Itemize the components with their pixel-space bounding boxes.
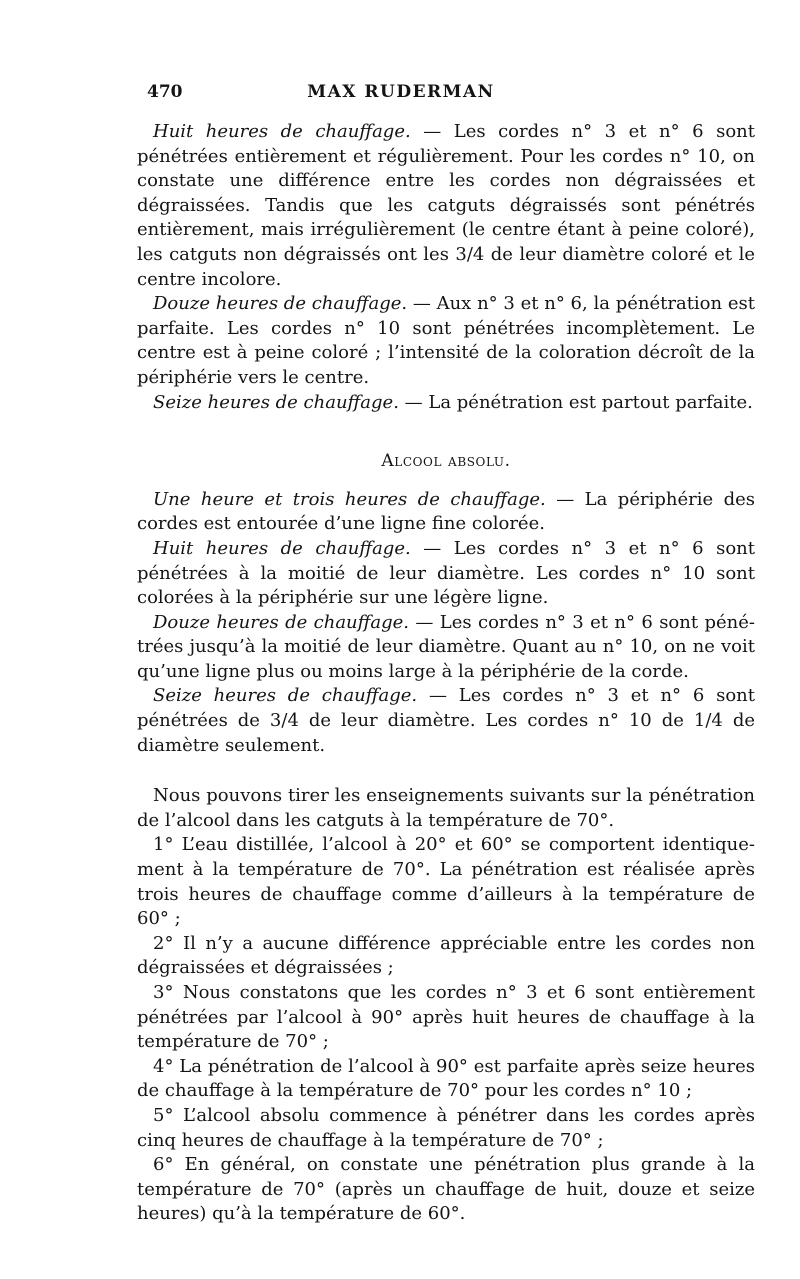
paragraph-seize-heures [137, 391, 755, 416]
paragraph-text: — Les cordes n° 3 et n° 6 sont pénétrées de 3/4 de leur diamètre. Les cordes n° 10 de 1/4 de diamètre seulement. [137, 685, 755, 756]
paragraph-lead: Douze heures de chauffage. [153, 611, 410, 633]
paragraph-lead: Huit heures de chauffage. [153, 537, 411, 559]
paragraph-douze-heures [137, 611, 755, 685]
paragraph-lead: Seize heures de chauffage. [153, 391, 399, 413]
section-heading: Alcool absolu. [381, 451, 511, 472]
paragraph-text: — Les cordes n° 3 et n° 6 sont pénétrées à la moitié de leur diamètre. Les cordes n° 10 sont colorées à la périphérie sur une légère ligne. [137, 537, 755, 609]
paragraph-seize-heures [137, 684, 755, 758]
section-conclusions [137, 784, 755, 1227]
paragraph-huit-heures [137, 120, 755, 292]
paragraph-text: — La pénétration est partout parfaite. [398, 391, 753, 413]
paragraph-text: — La périphérie des cordes est entourée d’une ligne fine colorée. [137, 488, 755, 535]
page-body [137, 120, 755, 1227]
paragraph-text: — Les cordes n° 3 et n° 6 sont pénétrées entièrement et régulièrement. Pour les cordes n° 10, on constate une différence entre les cordes non dégraissées et dégraissées. Tandis que les catguts dégraissés sont pénétrés entièrement, mais irrégulièrement (le centre étant à peine coloré), les catguts non dégraissés ont les 3/4 de leur diamètre coloré et le centre incolore. [137, 121, 755, 290]
paragraph-lead: Huit heures de chauffage. [153, 121, 411, 142]
page-number: 470 [147, 82, 183, 102]
paragraph-douze-heures [137, 292, 755, 390]
conclusion-item: 2° Il n’y a aucune différence appréciable entre les cordes non dégraissées et dégraissées ; [137, 932, 755, 979]
conclusion-item: 5° L’alcool absolu commence à pénétrer dans les cordes après cinq heures de chauffage à la température de 70° ; [137, 1104, 755, 1151]
paragraph-huit-heures [137, 537, 755, 611]
conclusion-item: 3° Nous constatons que les cordes n° 3 et 6 sont entièrement pénétrées par l’alcool à 90° après huit heures de chauffage à la température de 70° ; [137, 982, 755, 1053]
paragraph-text: — Aux n° 3 et n° 6, la pénétration est parfaite. Les cordes n° 10 sont pénétrées incomplètement. Le centre est à peine coloré ; l’intensité de la coloration décroît de la périphérie vers le centre. [137, 293, 755, 388]
section-alcool-absolu [137, 488, 755, 759]
conclusion-item: 1° L’eau distillée, l’alcool à 20° et 60° se comportent identiquement à la température de 70°. La pénétration est réalisée après trois heures de chauffage comme d’ailleurs à la température de 60° ; [137, 834, 755, 930]
paragraph-lead: Seize heures de chauffage. [153, 685, 418, 707]
section-heating-results [137, 120, 755, 415]
paragraph-lead: Douze heures de chauffage. [153, 293, 408, 315]
conclusion-item: 4° La pénétration de l’alcool à 90° est parfaite après seize heures de chauffage à la température de 70° pour les cordes n° 10 ; [137, 1055, 755, 1102]
paragraph-lead: Une heure et trois heures de chauffage. [153, 488, 546, 510]
paragraph-text: — Les cordes n° 3 et n° 6 sont pénétrées jusqu’à la moitié de leur diamètre. Quant au n° 10, on ne voit qu’une ligne plus ou moins large à la périphérie de la corde. [137, 611, 755, 682]
conclusion-item: 6° En général, on constate une pénétration plus grande à la température de 70° (après un chauffage de huit, douze et seize heures) qu’à la température de 60°. [137, 1154, 755, 1225]
page-header [147, 82, 655, 110]
paragraph-une-heure [137, 488, 755, 537]
running-title: MAX RUDERMAN [307, 82, 495, 102]
conclusions-intro: Nous pouvons tirer les enseignements suivants sur la pénétration de l’alcool dans les catguts à la température de 70°. [137, 785, 755, 831]
